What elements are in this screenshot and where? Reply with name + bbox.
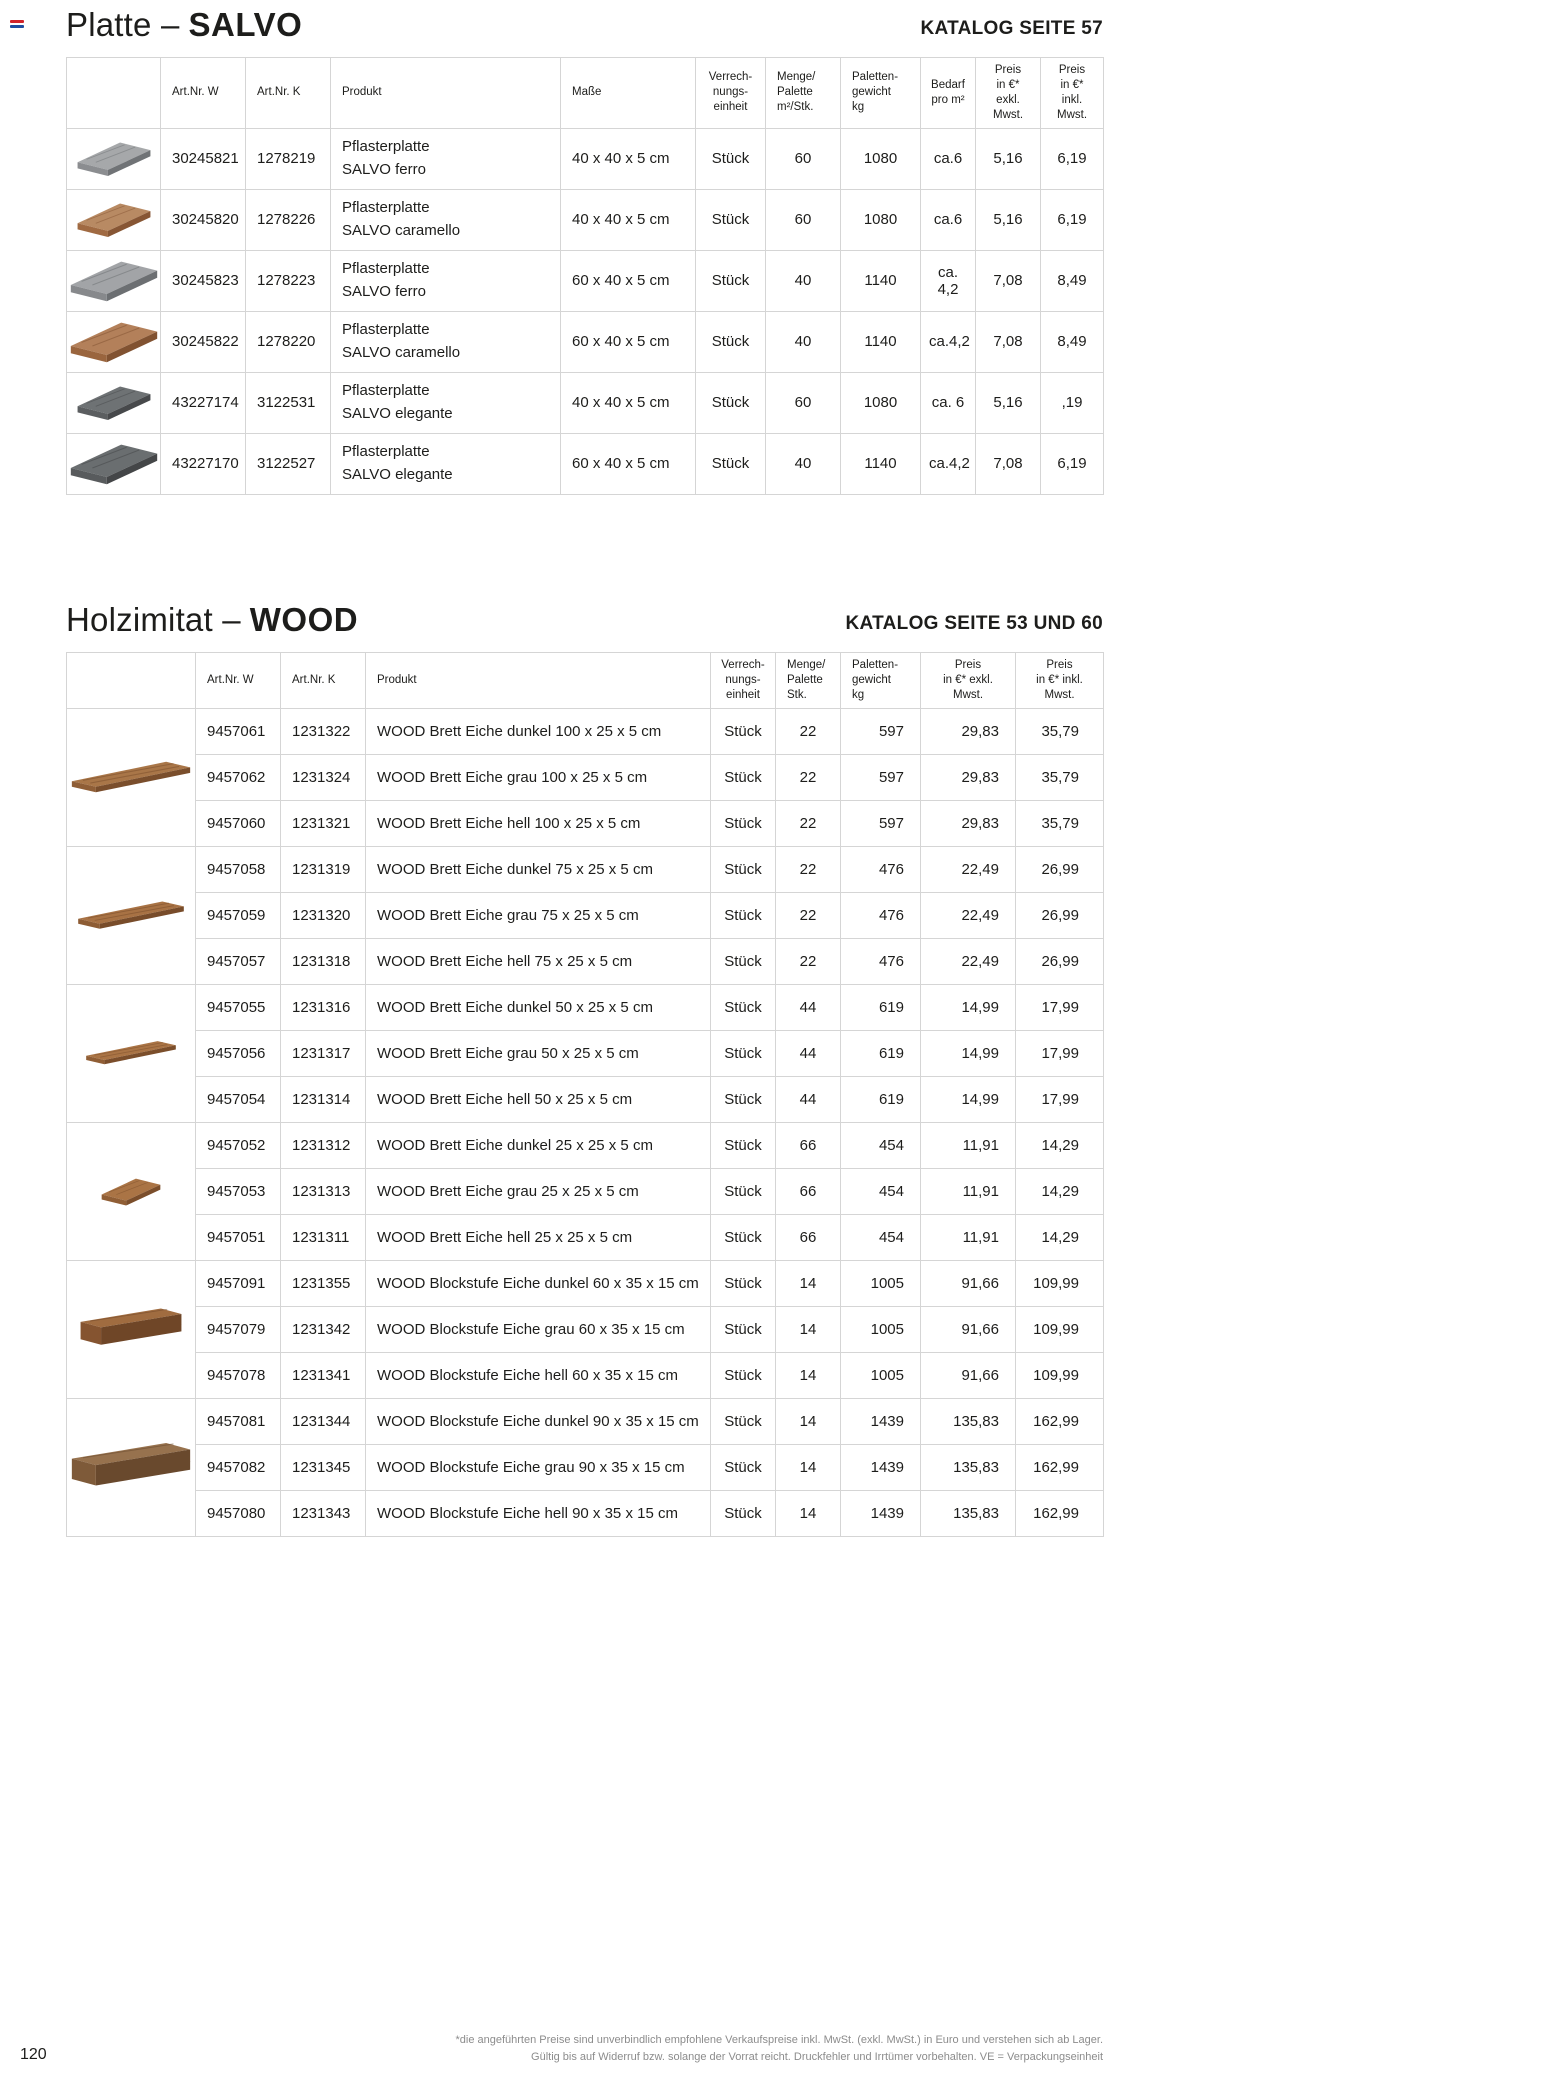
brand-mark-blue-bar [10,25,24,28]
col-header-gewicht: Paletten- gewicht kg [841,652,921,708]
product-name: Pflasterplatte SALVO caramello [331,189,561,250]
pallet-weight: 619 [841,984,921,1030]
qty-per-pallet: 44 [776,984,841,1030]
price-incl-vat: 162,99 [1016,1398,1104,1444]
art-nr-w: 30245821 [161,128,246,189]
product-name: Pflasterplatte SALVO elegante [331,372,561,433]
price-incl-vat: 162,99 [1016,1490,1104,1536]
price-excl-vat: 22,49 [921,846,1016,892]
demand-per-sqm: ca. 6 [921,372,976,433]
art-nr-k: 1231311 [281,1214,366,1260]
billing-unit: Stück [711,800,776,846]
pallet-weight: 476 [841,938,921,984]
art-nr-w: 9457060 [196,800,281,846]
price-excl-vat: 29,83 [921,800,1016,846]
product-name: WOOD Blockstufe Eiche dunkel 90 x 35 x 15 cm [366,1398,711,1444]
wood-product-row [67,1214,1104,1260]
qty-per-pallet: 22 [776,846,841,892]
product-image [67,1260,196,1398]
wood-product-row [67,892,1104,938]
art-nr-w: 9457091 [196,1260,281,1306]
price-excl-vat: 14,99 [921,1030,1016,1076]
section-wood-title-prefix: Holzimitat – [66,600,241,638]
col-header-image [67,652,196,708]
price-incl-vat: 17,99 [1016,1076,1104,1122]
price-incl-vat: 14,29 [1016,1122,1104,1168]
price-incl-vat: 109,99 [1016,1260,1104,1306]
col-header-preis_inkl: Preis in €* inkl. Mwst. [1016,652,1104,708]
pallet-weight: 1439 [841,1398,921,1444]
art-nr-k: 1231312 [281,1122,366,1168]
footnote-line-2: Gültig bis auf Widerruf bzw. solange der Vorrat reicht. Druckfehler und Irrtümer vorbehalten. VE = Verpackungseinheit [531,2050,1103,2063]
billing-unit: Stück [696,372,766,433]
billing-unit: Stück [711,1490,776,1536]
billing-unit: Stück [711,708,776,754]
price-excl-vat: 11,91 [921,1122,1016,1168]
qty-per-pallet: 14 [776,1352,841,1398]
wood-blockstep-90-icon [70,1440,192,1494]
paver-salvo-elegante-60-icon [69,439,159,488]
col-header-preis_exkl: Preis in €* exkl. Mwst. [976,58,1041,129]
billing-unit: Stück [696,311,766,372]
price-excl-vat: 22,49 [921,938,1016,984]
wood-product-row [67,708,1104,754]
product-image [67,311,161,372]
wood-product-row [67,1076,1104,1122]
product-name: WOOD Brett Eiche hell 25 x 25 x 5 cm [366,1214,711,1260]
product-name: WOOD Brett Eiche grau 50 x 25 x 5 cm [366,1030,711,1076]
product-name: WOOD Brett Eiche grau 100 x 25 x 5 cm [366,754,711,800]
col-header-art_k: Art.Nr. K [246,58,331,129]
dimensions: 40 x 40 x 5 cm [561,128,696,189]
wood-product-row [67,1444,1104,1490]
art-nr-w: 9457079 [196,1306,281,1352]
pallet-weight: 1005 [841,1352,921,1398]
pallet-weight: 454 [841,1122,921,1168]
wood-board-75-icon [76,899,186,932]
pallet-weight: 1080 [841,189,921,250]
col-header-preis_inkl: Preis in €* inkl. Mwst. [1041,58,1104,129]
art-nr-k: 1231324 [281,754,366,800]
product-image [67,128,161,189]
billing-unit: Stück [711,1076,776,1122]
product-name: Pflasterplatte SALVO ferro [331,250,561,311]
price-incl-vat: 26,99 [1016,938,1104,984]
pallet-weight: 454 [841,1168,921,1214]
salvo-product-row [67,128,1104,189]
paver-salvo-caramello-40-icon [76,199,152,240]
art-nr-w: 43227174 [161,372,246,433]
salvo-table-header-row [67,58,1104,129]
wood-board-100-icon [70,759,192,796]
art-nr-k: 1278223 [246,250,331,311]
brand-mark-icon [10,20,24,28]
demand-per-sqm: ca.6 [921,128,976,189]
pallet-weight: 1439 [841,1444,921,1490]
demand-per-sqm: ca.4,2 [921,433,976,494]
art-nr-w: 30245823 [161,250,246,311]
section-wood-title-name: WOOD [249,600,359,638]
pallet-weight: 1080 [841,128,921,189]
salvo-product-row [67,250,1104,311]
salvo-product-row [67,189,1104,250]
col-header-masse: Maße [561,58,696,129]
product-image [67,433,161,494]
qty-per-pallet: 14 [776,1260,841,1306]
paver-salvo-ferro-60-icon [69,256,159,305]
art-nr-w: 9457052 [196,1122,281,1168]
wood-table-body [67,708,1104,1536]
price-incl-vat: 6,19 [1041,128,1104,189]
pallet-weight: 597 [841,708,921,754]
qty-per-pallet: 44 [776,1030,841,1076]
pallet-weight: 619 [841,1030,921,1076]
qty-per-pallet: 40 [766,311,841,372]
price-excl-vat: 91,66 [921,1352,1016,1398]
art-nr-w: 43227170 [161,433,246,494]
col-header-produkt: Produkt [366,652,711,708]
qty-per-pallet: 22 [776,708,841,754]
price-excl-vat: 91,66 [921,1306,1016,1352]
dimensions: 60 x 40 x 5 cm [561,311,696,372]
qty-per-pallet: 66 [776,1168,841,1214]
qty-per-pallet: 22 [776,754,841,800]
price-incl-vat: 35,79 [1016,800,1104,846]
brand-mark-red-bar [10,20,24,23]
product-name: WOOD Blockstufe Eiche grau 60 x 35 x 15 cm [366,1306,711,1352]
price-incl-vat: ,19 [1041,372,1104,433]
col-header-image [67,58,161,129]
col-header-menge: Menge/ Palette Stk. [776,652,841,708]
col-header-art_k: Art.Nr. K [281,652,366,708]
salvo-product-row [67,433,1104,494]
product-name: WOOD Brett Eiche hell 100 x 25 x 5 cm [366,800,711,846]
art-nr-k: 1231322 [281,708,366,754]
paver-salvo-caramello-60-icon [69,317,159,366]
art-nr-k: 1231317 [281,1030,366,1076]
art-nr-w: 9457059 [196,892,281,938]
price-incl-vat: 26,99 [1016,892,1104,938]
dimensions: 60 x 40 x 5 cm [561,433,696,494]
product-image [67,250,161,311]
wood-product-row [67,1352,1104,1398]
section-wood-title [66,601,358,639]
dimensions: 60 x 40 x 5 cm [561,250,696,311]
billing-unit: Stück [711,1168,776,1214]
pallet-weight: 1140 [841,250,921,311]
wood-blockstep-60-icon [79,1306,183,1352]
product-name: Pflasterplatte SALVO elegante [331,433,561,494]
price-excl-vat: 29,83 [921,708,1016,754]
art-nr-k: 1231345 [281,1444,366,1490]
billing-unit: Stück [696,250,766,311]
col-header-einheit: Verrech- nungs- einheit [711,652,776,708]
billing-unit: Stück [711,1444,776,1490]
price-incl-vat: 14,29 [1016,1214,1104,1260]
qty-per-pallet: 22 [776,938,841,984]
price-incl-vat: 35,79 [1016,708,1104,754]
catalog-reference-salvo: KATALOG SEITE 57 [920,18,1103,39]
art-nr-k: 1231316 [281,984,366,1030]
art-nr-w: 9457058 [196,846,281,892]
price-incl-vat: 162,99 [1016,1444,1104,1490]
wood-product-row [67,1122,1104,1168]
qty-per-pallet: 14 [776,1306,841,1352]
product-name: WOOD Brett Eiche hell 75 x 25 x 5 cm [366,938,711,984]
product-name: WOOD Brett Eiche hell 50 x 25 x 5 cm [366,1076,711,1122]
qty-per-pallet: 60 [766,189,841,250]
pallet-weight: 454 [841,1214,921,1260]
billing-unit: Stück [711,846,776,892]
wood-product-row [67,1398,1104,1444]
footnote [455,2032,1103,2066]
price-excl-vat: 22,49 [921,892,1016,938]
art-nr-k: 1278226 [246,189,331,250]
price-incl-vat: 6,19 [1041,189,1104,250]
demand-per-sqm: ca.6 [921,189,976,250]
art-nr-w: 9457080 [196,1490,281,1536]
wood-table-header-row [67,652,1104,708]
art-nr-k: 3122527 [246,433,331,494]
pallet-weight: 619 [841,1076,921,1122]
price-excl-vat: 5,16 [976,189,1041,250]
pallet-weight: 597 [841,754,921,800]
billing-unit: Stück [711,1352,776,1398]
paver-salvo-ferro-40-icon [76,138,152,179]
col-header-art_w: Art.Nr. W [196,652,281,708]
art-nr-w: 9457078 [196,1352,281,1398]
wood-product-row [67,984,1104,1030]
art-nr-w: 9457054 [196,1076,281,1122]
art-nr-w: 9457056 [196,1030,281,1076]
dimensions: 40 x 40 x 5 cm [561,189,696,250]
pallet-weight: 597 [841,800,921,846]
art-nr-w: 9457055 [196,984,281,1030]
pallet-weight: 1439 [841,1490,921,1536]
price-excl-vat: 5,16 [976,128,1041,189]
art-nr-k: 1231318 [281,938,366,984]
footnote-line-1: *die angeführten Preise sind unverbindlich empfohlene Verkaufspreise inkl. MwSt. (exkl. MwSt.) in Euro und verstehen sich ab Lager. [455,2033,1103,2046]
wood-board-25-icon [100,1175,162,1208]
wood-product-row [67,1260,1104,1306]
art-nr-w: 9457057 [196,938,281,984]
price-incl-vat: 8,49 [1041,250,1104,311]
billing-unit: Stück [711,892,776,938]
price-excl-vat: 14,99 [921,984,1016,1030]
product-name: WOOD Blockstufe Eiche grau 90 x 35 x 15 cm [366,1444,711,1490]
billing-unit: Stück [711,1122,776,1168]
art-nr-k: 1231341 [281,1352,366,1398]
price-excl-vat: 11,91 [921,1168,1016,1214]
price-excl-vat: 7,08 [976,433,1041,494]
dimensions: 40 x 40 x 5 cm [561,372,696,433]
art-nr-k: 1278220 [246,311,331,372]
product-name: WOOD Brett Eiche dunkel 75 x 25 x 5 cm [366,846,711,892]
billing-unit: Stück [711,1260,776,1306]
pallet-weight: 1005 [841,1306,921,1352]
art-nr-w: 30245820 [161,189,246,250]
wood-product-row [67,846,1104,892]
qty-per-pallet: 40 [766,433,841,494]
price-incl-vat: 26,99 [1016,846,1104,892]
qty-per-pallet: 66 [776,1122,841,1168]
price-excl-vat: 11,91 [921,1214,1016,1260]
product-name: WOOD Brett Eiche grau 75 x 25 x 5 cm [366,892,711,938]
section-wood-header [66,599,1103,639]
product-name: WOOD Blockstufe Eiche hell 90 x 35 x 15 cm [366,1490,711,1536]
pallet-weight: 1140 [841,311,921,372]
pallet-weight: 476 [841,846,921,892]
price-incl-vat: 35,79 [1016,754,1104,800]
wood-board-50-icon [84,1039,178,1067]
demand-per-sqm: ca. 4,2 [921,250,976,311]
demand-per-sqm: ca.4,2 [921,311,976,372]
product-image [67,846,196,984]
wood-product-row [67,1168,1104,1214]
salvo-product-row [67,311,1104,372]
price-incl-vat: 17,99 [1016,984,1104,1030]
art-nr-w: 9457062 [196,754,281,800]
product-name: WOOD Brett Eiche grau 25 x 25 x 5 cm [366,1168,711,1214]
billing-unit: Stück [696,189,766,250]
wood-product-row [67,800,1104,846]
billing-unit: Stück [696,433,766,494]
qty-per-pallet: 22 [776,800,841,846]
billing-unit: Stück [711,1398,776,1444]
billing-unit: Stück [711,1214,776,1260]
wood-product-row [67,1490,1104,1536]
price-excl-vat: 7,08 [976,250,1041,311]
product-image [67,189,161,250]
salvo-product-row [67,372,1104,433]
wood-product-table [66,652,1104,1537]
price-excl-vat: 135,83 [921,1490,1016,1536]
col-header-gewicht: Paletten- gewicht kg [841,58,921,129]
billing-unit: Stück [711,984,776,1030]
qty-per-pallet: 60 [766,372,841,433]
billing-unit: Stück [711,1030,776,1076]
art-nr-k: 1231355 [281,1260,366,1306]
paver-salvo-elegante-40-icon [76,382,152,423]
section-salvo-title [66,6,302,44]
salvo-table-body [67,128,1104,494]
art-nr-k: 1231319 [281,846,366,892]
art-nr-k: 1231344 [281,1398,366,1444]
price-excl-vat: 7,08 [976,311,1041,372]
price-incl-vat: 109,99 [1016,1306,1104,1352]
price-incl-vat: 6,19 [1041,433,1104,494]
page-number: 120 [20,2046,47,2063]
art-nr-w: 9457053 [196,1168,281,1214]
qty-per-pallet: 60 [766,128,841,189]
billing-unit: Stück [711,938,776,984]
price-incl-vat: 8,49 [1041,311,1104,372]
product-name: Pflasterplatte SALVO caramello [331,311,561,372]
qty-per-pallet: 40 [766,250,841,311]
price-incl-vat: 109,99 [1016,1352,1104,1398]
qty-per-pallet: 14 [776,1490,841,1536]
product-name: WOOD Blockstufe Eiche hell 60 x 35 x 15 cm [366,1352,711,1398]
art-nr-w: 9457061 [196,708,281,754]
col-header-menge: Menge/ Palette m²/Stk. [766,58,841,129]
art-nr-k: 1278219 [246,128,331,189]
price-excl-vat: 135,83 [921,1398,1016,1444]
wood-product-row [67,1306,1104,1352]
col-header-einheit: Verrech- nungs- einheit [696,58,766,129]
section-salvo [66,4,1103,495]
product-image [67,1122,196,1260]
qty-per-pallet: 22 [776,892,841,938]
section-salvo-title-prefix: Platte – [66,6,180,43]
art-nr-w: 9457081 [196,1398,281,1444]
billing-unit: Stück [711,754,776,800]
qty-per-pallet: 44 [776,1076,841,1122]
product-name: WOOD Brett Eiche dunkel 100 x 25 x 5 cm [366,708,711,754]
price-incl-vat: 14,29 [1016,1168,1104,1214]
section-salvo-header [66,4,1103,44]
pallet-weight: 1140 [841,433,921,494]
product-name: Pflasterplatte SALVO ferro [331,128,561,189]
page-content [66,4,1103,1537]
col-header-preis_exkl: Preis in €* exkl. Mwst. [921,652,1016,708]
product-name: WOOD Brett Eiche dunkel 50 x 25 x 5 cm [366,984,711,1030]
catalog-reference-wood: KATALOG SEITE 53 UND 60 [845,612,1103,634]
col-header-art_w: Art.Nr. W [161,58,246,129]
art-nr-w: 9457051 [196,1214,281,1260]
product-image [67,708,196,846]
section-wood [66,599,1103,1537]
product-image [67,1398,196,1536]
art-nr-k: 3122531 [246,372,331,433]
price-incl-vat: 17,99 [1016,1030,1104,1076]
product-image [67,372,161,433]
qty-per-pallet: 14 [776,1398,841,1444]
product-name: WOOD Brett Eiche dunkel 25 x 25 x 5 cm [366,1122,711,1168]
billing-unit: Stück [696,128,766,189]
product-image [67,984,196,1122]
art-nr-w: 9457082 [196,1444,281,1490]
art-nr-w: 30245822 [161,311,246,372]
price-excl-vat: 91,66 [921,1260,1016,1306]
col-header-produkt: Produkt [331,58,561,129]
art-nr-k: 1231342 [281,1306,366,1352]
price-excl-vat: 14,99 [921,1076,1016,1122]
qty-per-pallet: 14 [776,1444,841,1490]
product-name: WOOD Blockstufe Eiche dunkel 60 x 35 x 15 cm [366,1260,711,1306]
wood-product-row [67,1030,1104,1076]
art-nr-k: 1231314 [281,1076,366,1122]
price-excl-vat: 29,83 [921,754,1016,800]
wood-product-row [67,754,1104,800]
col-header-bedarf: Bedarf pro m² [921,58,976,129]
price-excl-vat: 5,16 [976,372,1041,433]
section-salvo-title-name: SALVO [188,6,303,43]
price-excl-vat: 135,83 [921,1444,1016,1490]
salvo-product-table [66,57,1104,495]
qty-per-pallet: 66 [776,1214,841,1260]
art-nr-k: 1231321 [281,800,366,846]
pallet-weight: 1080 [841,372,921,433]
pallet-weight: 476 [841,892,921,938]
art-nr-k: 1231320 [281,892,366,938]
art-nr-k: 1231313 [281,1168,366,1214]
billing-unit: Stück [711,1306,776,1352]
pallet-weight: 1005 [841,1260,921,1306]
art-nr-k: 1231343 [281,1490,366,1536]
wood-product-row [67,938,1104,984]
